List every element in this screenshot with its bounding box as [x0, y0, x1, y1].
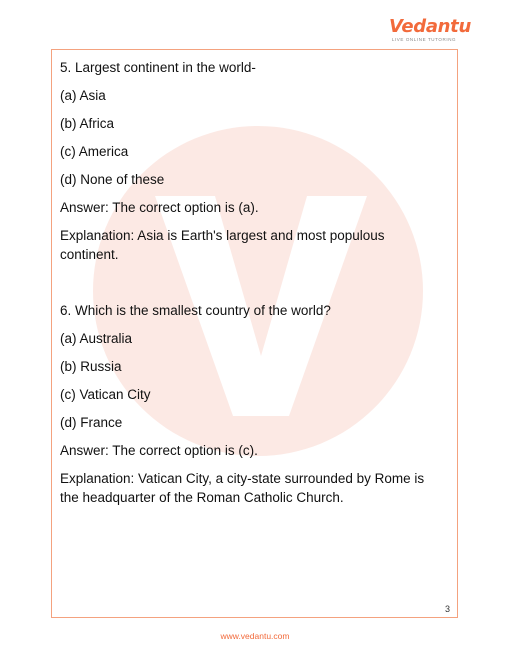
- vedantu-logo: [389, 16, 471, 43]
- answer-text: Answer: The correct option is (a).: [60, 200, 259, 215]
- option-c: (c) America: [60, 144, 129, 159]
- option-c: (c) Vatican City: [60, 387, 151, 402]
- page-number: 3: [445, 604, 451, 614]
- option-a: (a) Australia: [60, 331, 133, 346]
- logo-wordmark: Vedantu: [389, 16, 471, 37]
- explanation-text: Explanation: Asia is Earth's largest and most populous continent.: [60, 228, 385, 262]
- option-b: (b) Africa: [60, 116, 115, 131]
- footer-url-link[interactable]: www.vedantu.com: [220, 631, 290, 641]
- option-a: (a) Asia: [60, 88, 106, 103]
- option-d: (d) France: [60, 415, 123, 430]
- answer-text: Answer: The correct option is (c).: [60, 443, 258, 458]
- question-text: 5. Largest continent in the world-: [60, 60, 256, 75]
- question-text: 6. Which is the smallest country of the world?: [60, 303, 331, 318]
- question-block-5: [60, 58, 445, 264]
- worksheet-content: [60, 58, 445, 516]
- logo-tagline: LIVE ONLINE TUTORING: [391, 37, 457, 42]
- explanation-text: Explanation: Vatican City, a city-state surrounded by Rome is the headquarter of the Roman Catholic Church.: [60, 471, 425, 505]
- spacer: [60, 273, 445, 301]
- option-d: (d) None of these: [60, 172, 165, 187]
- option-b: (b) Russia: [60, 359, 122, 374]
- question-block-6: [60, 301, 445, 507]
